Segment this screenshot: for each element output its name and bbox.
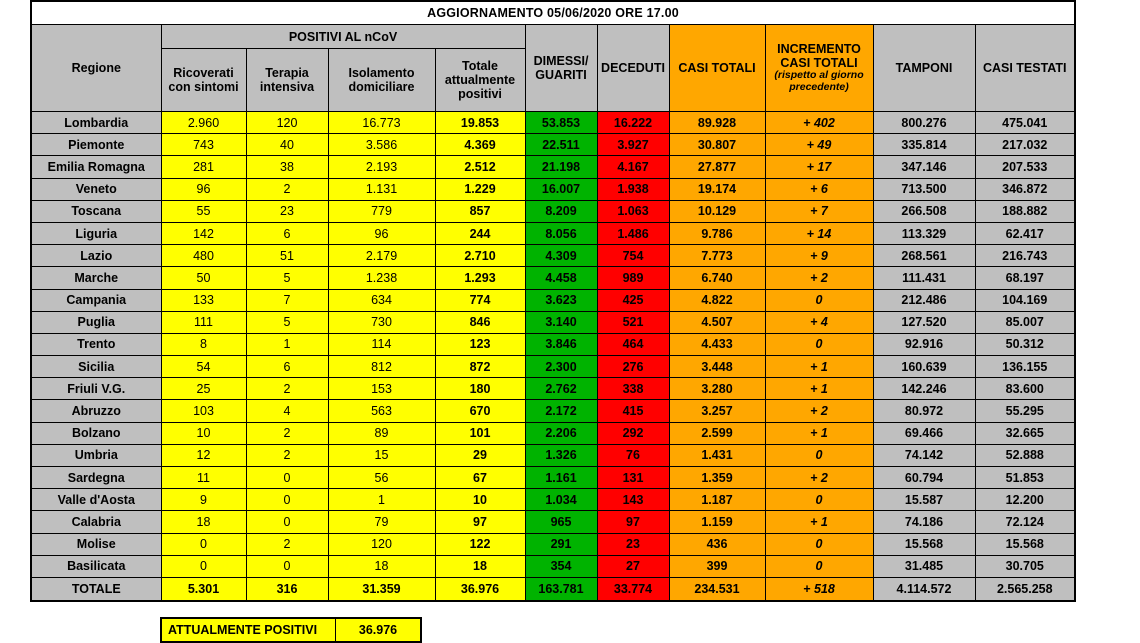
cell-ricoverati: 9 [161, 489, 246, 511]
cell-casi-testati: 55.295 [975, 400, 1075, 422]
table-row [31, 444, 1075, 466]
cell-total-label: TOTALE [31, 577, 161, 601]
cell-total-tamponi: 4.114.572 [873, 577, 975, 601]
cell-casi-testati: 207.533 [975, 156, 1075, 178]
cell-casi-totali: 27.877 [669, 156, 765, 178]
cell-deceduti: 76 [597, 444, 669, 466]
legend-value: 36.976 [336, 619, 420, 641]
cell-isolamento: 1 [328, 489, 435, 511]
cell-casi-totali: 30.807 [669, 134, 765, 156]
cell-terapia: 40 [246, 134, 328, 156]
cell-totale: 244 [435, 222, 525, 244]
cell-ricoverati: 281 [161, 156, 246, 178]
cell-ricoverati: 480 [161, 245, 246, 267]
cell-totale: 18 [435, 555, 525, 577]
cell-casi-testati: 15.568 [975, 533, 1075, 555]
cell-deceduti: 989 [597, 267, 669, 289]
col-terapia-line1: Terapia [265, 66, 309, 80]
cell-deceduti: 1.063 [597, 200, 669, 222]
cell-dimessi: 3.140 [525, 311, 597, 333]
cell-incremento: + 1 [765, 356, 873, 378]
cell-regione: Lazio [31, 245, 161, 267]
cell-incremento: + 14 [765, 222, 873, 244]
cell-isolamento: 114 [328, 333, 435, 355]
cell-regione: Molise [31, 533, 161, 555]
cell-casi-testati: 85.007 [975, 311, 1075, 333]
cell-incremento: 0 [765, 289, 873, 311]
cell-ricoverati: 96 [161, 178, 246, 200]
cell-incremento: + 1 [765, 378, 873, 400]
cell-tamponi: 80.972 [873, 400, 975, 422]
cell-totale: 101 [435, 422, 525, 444]
col-isolamento-domiciliare [328, 49, 435, 112]
cell-dimessi: 4.458 [525, 267, 597, 289]
cell-casi-totali: 3.257 [669, 400, 765, 422]
cell-casi-totali: 10.129 [669, 200, 765, 222]
cell-casi-testati: 50.312 [975, 333, 1075, 355]
col-isolamento-line1: Isolamento [348, 66, 415, 80]
cell-totale: 123 [435, 333, 525, 355]
col-casi-testati: CASI TESTATI [975, 25, 1075, 112]
header-group-row [31, 25, 1075, 49]
cell-dimessi: 354 [525, 555, 597, 577]
cell-totale: 180 [435, 378, 525, 400]
table-row [31, 267, 1075, 289]
cell-incremento: + 9 [765, 245, 873, 267]
cell-deceduti: 27 [597, 555, 669, 577]
cell-casi-testati: 52.888 [975, 444, 1075, 466]
col-dimessi-line2: GUARITI [535, 68, 587, 82]
update-title: AGGIORNAMENTO 05/06/2020 ORE 17.00 [31, 1, 1075, 25]
table-row [31, 156, 1075, 178]
cell-tamponi: 335.814 [873, 134, 975, 156]
cell-ricoverati: 25 [161, 378, 246, 400]
cell-totale: 2.512 [435, 156, 525, 178]
cell-terapia: 1 [246, 333, 328, 355]
table-row [31, 222, 1075, 244]
table-row [31, 378, 1075, 400]
cell-casi-testati: 216.743 [975, 245, 1075, 267]
cell-casi-testati: 217.032 [975, 134, 1075, 156]
cell-regione: Emilia Romagna [31, 156, 161, 178]
cell-casi-totali: 1.159 [669, 511, 765, 533]
cell-tamponi: 127.520 [873, 311, 975, 333]
cell-total-totale: 36.976 [435, 577, 525, 601]
cell-isolamento: 89 [328, 422, 435, 444]
cell-terapia: 2 [246, 444, 328, 466]
cell-deceduti: 1.938 [597, 178, 669, 200]
col-isolamento-line2: domiciliare [348, 80, 415, 94]
cell-tamponi: 347.146 [873, 156, 975, 178]
table-header [31, 1, 1075, 112]
cell-dimessi: 1.326 [525, 444, 597, 466]
cell-isolamento: 1.131 [328, 178, 435, 200]
cell-ricoverati: 50 [161, 267, 246, 289]
cell-tamponi: 92.916 [873, 333, 975, 355]
cell-isolamento: 812 [328, 356, 435, 378]
cell-dimessi: 291 [525, 533, 597, 555]
legend-attualmente-positivi [160, 617, 422, 643]
cell-ricoverati: 133 [161, 289, 246, 311]
col-totale-line2: attualmente [444, 73, 516, 87]
cell-tamponi: 111.431 [873, 267, 975, 289]
cell-isolamento: 120 [328, 533, 435, 555]
cell-casi-testati: 104.169 [975, 289, 1075, 311]
cell-incremento: + 2 [765, 467, 873, 489]
cell-terapia: 38 [246, 156, 328, 178]
cell-tamponi: 31.485 [873, 555, 975, 577]
cell-ricoverati: 8 [161, 333, 246, 355]
cell-deceduti: 3.927 [597, 134, 669, 156]
cell-incremento: + 402 [765, 112, 873, 134]
cell-deceduti: 1.486 [597, 222, 669, 244]
cell-terapia: 2 [246, 422, 328, 444]
cell-regione: Piemonte [31, 134, 161, 156]
col-dimessi-guariti [525, 25, 597, 112]
cell-isolamento: 3.586 [328, 134, 435, 156]
table-row [31, 333, 1075, 355]
cell-regione: Sicilia [31, 356, 161, 378]
cell-terapia: 5 [246, 267, 328, 289]
cell-tamponi: 60.794 [873, 467, 975, 489]
cell-terapia: 4 [246, 400, 328, 422]
col-incremento-casi-totali [765, 25, 873, 112]
cell-ricoverati: 111 [161, 311, 246, 333]
col-tamponi: TAMPONI [873, 25, 975, 112]
cell-totale: 19.853 [435, 112, 525, 134]
cell-total-incremento: + 518 [765, 577, 873, 601]
cell-ricoverati: 18 [161, 511, 246, 533]
cell-regione: Sardegna [31, 467, 161, 489]
cell-incremento: + 1 [765, 422, 873, 444]
cell-casi-totali: 7.773 [669, 245, 765, 267]
cell-terapia: 0 [246, 489, 328, 511]
cell-regione: Basilicata [31, 555, 161, 577]
cell-totale: 10 [435, 489, 525, 511]
table-row [31, 112, 1075, 134]
cell-incremento: 0 [765, 555, 873, 577]
cell-casi-testati: 188.882 [975, 200, 1075, 222]
cell-terapia: 2 [246, 178, 328, 200]
cell-dimessi: 4.309 [525, 245, 597, 267]
cell-ricoverati: 0 [161, 533, 246, 555]
cell-casi-testati: 136.155 [975, 356, 1075, 378]
cell-isolamento: 79 [328, 511, 435, 533]
cell-casi-totali: 4.433 [669, 333, 765, 355]
col-terapia-line2: intensiva [259, 80, 315, 94]
cell-total-isolamento: 31.359 [328, 577, 435, 601]
cell-dimessi: 3.846 [525, 333, 597, 355]
cell-terapia: 6 [246, 356, 328, 378]
table-row [31, 555, 1075, 577]
cell-total-dimessi: 163.781 [525, 577, 597, 601]
cell-casi-testati: 475.041 [975, 112, 1075, 134]
cell-incremento: + 2 [765, 400, 873, 422]
cell-casi-totali: 1.431 [669, 444, 765, 466]
cell-casi-testati: 72.124 [975, 511, 1075, 533]
cell-isolamento: 1.238 [328, 267, 435, 289]
cell-deceduti: 131 [597, 467, 669, 489]
cell-regione: Puglia [31, 311, 161, 333]
cell-casi-totali: 4.822 [669, 289, 765, 311]
cell-totale: 97 [435, 511, 525, 533]
cell-dimessi: 2.300 [525, 356, 597, 378]
cell-totale: 1.229 [435, 178, 525, 200]
cell-deceduti: 23 [597, 533, 669, 555]
cell-incremento: + 7 [765, 200, 873, 222]
table-row [31, 467, 1075, 489]
cell-ricoverati: 55 [161, 200, 246, 222]
cell-deceduti: 143 [597, 489, 669, 511]
cell-terapia: 5 [246, 311, 328, 333]
table-row [31, 489, 1075, 511]
cell-tamponi: 212.486 [873, 289, 975, 311]
cell-terapia: 2 [246, 378, 328, 400]
col-group-positivi: POSITIVI AL nCoV [161, 25, 525, 49]
cell-incremento: + 6 [765, 178, 873, 200]
col-incremento-line1: INCREMENTO [777, 42, 861, 57]
table-row [31, 178, 1075, 200]
cell-total-deceduti: 33.774 [597, 577, 669, 601]
cell-deceduti: 338 [597, 378, 669, 400]
cell-casi-totali: 436 [669, 533, 765, 555]
col-ricoverati-line2: con sintomi [168, 80, 239, 94]
cell-casi-totali: 399 [669, 555, 765, 577]
cell-totale: 872 [435, 356, 525, 378]
cell-ricoverati: 103 [161, 400, 246, 422]
cell-ricoverati: 0 [161, 555, 246, 577]
table-row [31, 311, 1075, 333]
cell-terapia: 6 [246, 222, 328, 244]
cell-isolamento: 563 [328, 400, 435, 422]
cell-deceduti: 521 [597, 311, 669, 333]
cell-totale: 857 [435, 200, 525, 222]
col-totale-line1: Totale [462, 59, 498, 73]
cell-incremento: 0 [765, 489, 873, 511]
cell-deceduti: 464 [597, 333, 669, 355]
cell-casi-testati: 12.200 [975, 489, 1075, 511]
cell-dimessi: 1.161 [525, 467, 597, 489]
cell-incremento: + 49 [765, 134, 873, 156]
cell-isolamento: 634 [328, 289, 435, 311]
col-ricoverati-line1: Ricoverati [173, 66, 234, 80]
cell-deceduti: 415 [597, 400, 669, 422]
table-row [31, 511, 1075, 533]
cell-casi-totali: 3.448 [669, 356, 765, 378]
cell-casi-testati: 346.872 [975, 178, 1075, 200]
cell-regione: Umbria [31, 444, 161, 466]
cell-deceduti: 425 [597, 289, 669, 311]
cell-regione: Marche [31, 267, 161, 289]
cell-terapia: 0 [246, 555, 328, 577]
cell-ricoverati: 743 [161, 134, 246, 156]
covid-regions-table [30, 0, 1076, 602]
cell-totale: 2.710 [435, 245, 525, 267]
cell-ricoverati: 12 [161, 444, 246, 466]
cell-total-terapia: 316 [246, 577, 328, 601]
cell-tamponi: 113.329 [873, 222, 975, 244]
cell-regione: Toscana [31, 200, 161, 222]
cell-deceduti: 754 [597, 245, 669, 267]
col-totale-attualmente-positivi [435, 49, 525, 112]
cell-tamponi: 69.466 [873, 422, 975, 444]
cell-regione: Friuli V.G. [31, 378, 161, 400]
cell-casi-totali: 1.359 [669, 467, 765, 489]
cell-deceduti: 4.167 [597, 156, 669, 178]
col-terapia-intensiva [246, 49, 328, 112]
cell-dimessi: 2.206 [525, 422, 597, 444]
cell-tamponi: 266.508 [873, 200, 975, 222]
cell-isolamento: 96 [328, 222, 435, 244]
cell-ricoverati: 11 [161, 467, 246, 489]
cell-tamponi: 74.186 [873, 511, 975, 533]
cell-isolamento: 779 [328, 200, 435, 222]
cell-dimessi: 53.853 [525, 112, 597, 134]
cell-totale: 4.369 [435, 134, 525, 156]
cell-dimessi: 21.198 [525, 156, 597, 178]
cell-totale: 774 [435, 289, 525, 311]
table-row [31, 289, 1075, 311]
cell-casi-testati: 68.197 [975, 267, 1075, 289]
cell-regione: Valle d'Aosta [31, 489, 161, 511]
table-row [31, 200, 1075, 222]
col-totale-line3: positivi [458, 87, 502, 101]
cell-deceduti: 97 [597, 511, 669, 533]
cell-isolamento: 16.773 [328, 112, 435, 134]
col-dimessi-line1: DIMESSI/ [533, 54, 589, 68]
header-title-row [31, 1, 1075, 25]
cell-deceduti: 16.222 [597, 112, 669, 134]
cell-total-ricoverati: 5.301 [161, 577, 246, 601]
cell-isolamento: 2.179 [328, 245, 435, 267]
cell-terapia: 0 [246, 467, 328, 489]
table-body [31, 112, 1075, 601]
cell-dimessi: 16.007 [525, 178, 597, 200]
cell-dimessi: 2.172 [525, 400, 597, 422]
cell-totale: 122 [435, 533, 525, 555]
cell-casi-testati: 83.600 [975, 378, 1075, 400]
cell-casi-totali: 9.786 [669, 222, 765, 244]
cell-tamponi: 15.568 [873, 533, 975, 555]
cell-total-casi-testati: 2.565.258 [975, 577, 1075, 601]
table-row [31, 356, 1075, 378]
col-incremento-line2: CASI TOTALI [780, 56, 858, 71]
cell-isolamento: 2.193 [328, 156, 435, 178]
cell-casi-totali: 19.174 [669, 178, 765, 200]
cell-isolamento: 15 [328, 444, 435, 466]
cell-casi-totali: 3.280 [669, 378, 765, 400]
cell-incremento: + 1 [765, 511, 873, 533]
cell-casi-totali: 4.507 [669, 311, 765, 333]
col-deceduti: DECEDUTI [597, 25, 669, 112]
cell-isolamento: 153 [328, 378, 435, 400]
cell-isolamento: 18 [328, 555, 435, 577]
table-total-row [31, 577, 1075, 601]
cell-ricoverati: 2.960 [161, 112, 246, 134]
cell-terapia: 51 [246, 245, 328, 267]
col-regione: Regione [31, 25, 161, 112]
col-incremento-note: (rispetto al giorno precedente) [774, 69, 864, 93]
cell-casi-testati: 51.853 [975, 467, 1075, 489]
cell-tamponi: 268.561 [873, 245, 975, 267]
cell-incremento: 0 [765, 333, 873, 355]
cell-tamponi: 142.246 [873, 378, 975, 400]
cell-isolamento: 730 [328, 311, 435, 333]
cell-dimessi: 8.209 [525, 200, 597, 222]
cell-ricoverati: 10 [161, 422, 246, 444]
cell-incremento: + 2 [765, 267, 873, 289]
cell-regione: Campania [31, 289, 161, 311]
cell-terapia: 120 [246, 112, 328, 134]
cell-terapia: 2 [246, 533, 328, 555]
cell-casi-totali: 2.599 [669, 422, 765, 444]
cell-terapia: 23 [246, 200, 328, 222]
legend-label: ATTUALMENTE POSITIVI [162, 619, 336, 641]
cell-terapia: 7 [246, 289, 328, 311]
cell-incremento: 0 [765, 533, 873, 555]
cell-incremento: 0 [765, 444, 873, 466]
cell-dimessi: 8.056 [525, 222, 597, 244]
cell-totale: 846 [435, 311, 525, 333]
cell-regione: Veneto [31, 178, 161, 200]
cell-dimessi: 3.623 [525, 289, 597, 311]
table-row [31, 400, 1075, 422]
cell-dimessi: 1.034 [525, 489, 597, 511]
cell-deceduti: 276 [597, 356, 669, 378]
cell-total-casi-totali: 234.531 [669, 577, 765, 601]
cell-totale: 670 [435, 400, 525, 422]
cell-regione: Abruzzo [31, 400, 161, 422]
cell-tamponi: 74.142 [873, 444, 975, 466]
cell-deceduti: 292 [597, 422, 669, 444]
cell-totale: 29 [435, 444, 525, 466]
cell-incremento: + 4 [765, 311, 873, 333]
cell-casi-testati: 32.665 [975, 422, 1075, 444]
cell-dimessi: 965 [525, 511, 597, 533]
table-row [31, 533, 1075, 555]
cell-dimessi: 22.511 [525, 134, 597, 156]
col-casi-totali: CASI TOTALI [669, 25, 765, 112]
cell-ricoverati: 54 [161, 356, 246, 378]
cell-casi-totali: 89.928 [669, 112, 765, 134]
cell-incremento: + 17 [765, 156, 873, 178]
cell-casi-totali: 6.740 [669, 267, 765, 289]
cell-dimessi: 2.762 [525, 378, 597, 400]
cell-tamponi: 800.276 [873, 112, 975, 134]
cell-casi-totali: 1.187 [669, 489, 765, 511]
cell-tamponi: 713.500 [873, 178, 975, 200]
cell-regione: Liguria [31, 222, 161, 244]
cell-totale: 67 [435, 467, 525, 489]
cell-ricoverati: 142 [161, 222, 246, 244]
table-row [31, 134, 1075, 156]
cell-terapia: 0 [246, 511, 328, 533]
table-row [31, 422, 1075, 444]
cell-regione: Trento [31, 333, 161, 355]
cell-isolamento: 56 [328, 467, 435, 489]
cell-totale: 1.293 [435, 267, 525, 289]
cell-regione: Bolzano [31, 422, 161, 444]
cell-casi-testati: 62.417 [975, 222, 1075, 244]
cell-casi-testati: 30.705 [975, 555, 1075, 577]
table-row [31, 245, 1075, 267]
cell-tamponi: 15.587 [873, 489, 975, 511]
col-ricoverati-con-sintomi [161, 49, 246, 112]
cell-tamponi: 160.639 [873, 356, 975, 378]
cell-regione: Calabria [31, 511, 161, 533]
cell-regione: Lombardia [31, 112, 161, 134]
